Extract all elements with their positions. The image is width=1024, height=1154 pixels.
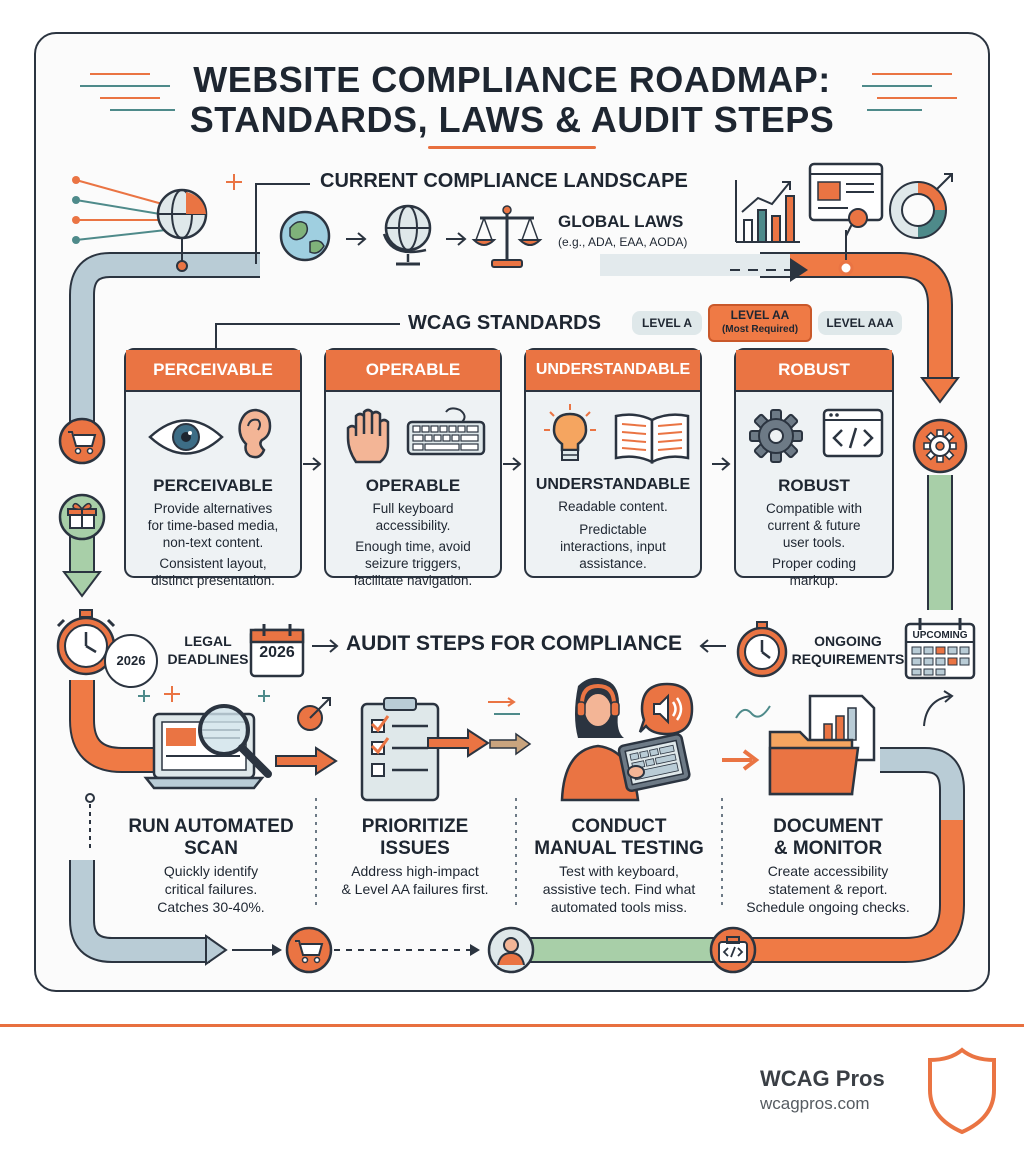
card-title: UNDERSTANDABLE xyxy=(535,476,691,493)
sparkle-icon xyxy=(256,688,272,704)
step-desc-line: statement & report. xyxy=(768,881,888,897)
step-desc-prioritize xyxy=(318,862,512,898)
card-header: OPERABLE xyxy=(326,350,500,392)
card-description xyxy=(526,494,700,572)
principle-card-understandable xyxy=(524,348,702,578)
legal-deadlines-line: LEGAL xyxy=(184,633,232,649)
card-header: UNDERSTANDABLE xyxy=(526,350,700,392)
card-line: distinct presentation. xyxy=(151,573,275,588)
card-line: Readable content. xyxy=(558,499,668,514)
card-line: current & future xyxy=(767,518,861,533)
card-line: seizure triggers, xyxy=(364,556,462,571)
curve-arrow-icon xyxy=(920,690,970,730)
user-avatar-icon xyxy=(486,925,536,975)
card-line: Proper coding xyxy=(771,556,857,571)
keyboard-icon xyxy=(406,408,486,458)
shopping-cart-icon xyxy=(57,416,107,466)
step-desc-line: & Level AA failures first. xyxy=(341,881,489,897)
step-desc-line: Create accessibility xyxy=(767,863,889,879)
calendar-year: 2026 xyxy=(259,644,295,661)
card-line: interactions, input xyxy=(560,539,666,554)
card-title: OPERABLE xyxy=(365,476,461,495)
browser-badge-icon xyxy=(808,160,888,240)
wcag-heading: WCAG STANDARDS xyxy=(408,312,601,334)
card-title: ROBUST xyxy=(778,476,850,495)
principle-card-operable xyxy=(324,348,502,588)
scales-of-justice-icon xyxy=(472,202,542,272)
open-book-icon xyxy=(612,410,692,466)
step-title-prioritize xyxy=(318,816,512,860)
ongoing-requirements-label xyxy=(790,632,906,668)
year-badge: 2026 xyxy=(104,634,158,688)
step-desc-line: Quickly identify xyxy=(163,863,259,879)
network-globe-icon xyxy=(66,160,206,260)
gear-icon xyxy=(748,408,804,464)
earth-globe-icon xyxy=(280,208,330,268)
title-underline xyxy=(428,146,596,149)
card-description xyxy=(126,496,300,589)
arrow-right-icon xyxy=(276,746,340,776)
step-title-automated-scan xyxy=(108,816,314,860)
motion-lines-icon xyxy=(488,696,528,726)
step-desc-document-monitor xyxy=(726,862,930,916)
card-line: Consistent layout, xyxy=(159,556,267,571)
card-line: Enough time, avoid xyxy=(355,539,471,554)
code-window-icon xyxy=(822,408,886,460)
global-laws-examples: (e.g., ADA, EAA, AODA) xyxy=(558,235,688,249)
card-line: facilitate navigation. xyxy=(353,573,473,588)
title-streaks-right xyxy=(862,66,972,126)
sparkle-icon xyxy=(136,688,152,704)
step-desc-line: automated tools miss. xyxy=(550,899,688,915)
step-title-manual-testing xyxy=(518,816,720,860)
target-arrow-icon xyxy=(294,694,334,734)
folder-report-icon xyxy=(766,690,886,800)
lightbulb-icon xyxy=(540,402,600,466)
step-desc-line: Schedule ongoing checks. xyxy=(746,899,910,915)
level-aa-label: LEVEL AA xyxy=(730,308,790,322)
brand-name: WCAG Pros xyxy=(760,1066,885,1091)
arrow-left-icon xyxy=(696,639,726,653)
card-description xyxy=(736,496,892,589)
ongoing-line: ONGOING xyxy=(814,633,882,649)
step-desc-automated-scan xyxy=(108,862,314,916)
ear-icon xyxy=(234,406,274,462)
arrow-right-icon xyxy=(712,457,732,471)
card-line: Compatible with xyxy=(765,501,863,516)
step-desc-line: Catches 30-40%. xyxy=(157,899,265,915)
step-title-document-monitor xyxy=(726,816,930,860)
eye-icon xyxy=(146,412,226,462)
step-title-line: CONDUCT xyxy=(571,816,667,837)
level-aa-pill xyxy=(708,304,812,342)
card-line: Predictable xyxy=(579,522,647,537)
ongoing-line: REQUIREMENTS xyxy=(791,651,905,667)
footer-divider xyxy=(0,1024,1024,1027)
route-pin-icon xyxy=(836,230,856,280)
stand-globe-icon xyxy=(378,200,438,270)
code-briefcase-icon xyxy=(708,925,758,975)
step-title-line: PRIORITIZE xyxy=(361,816,469,837)
arrow-right-icon xyxy=(303,457,323,471)
card-title: PERCEIVABLE xyxy=(153,476,273,495)
shield-logo-icon xyxy=(924,1046,1000,1136)
card-description xyxy=(326,496,500,589)
card-header: PERCEIVABLE xyxy=(126,350,300,392)
page-subtitle: STANDARDS, LAWS & AUDIT STEPS xyxy=(189,99,835,140)
hand-icon xyxy=(344,406,394,466)
laptop-magnifier-icon xyxy=(146,694,286,804)
gear-icon xyxy=(912,418,968,474)
card-line: markup. xyxy=(789,573,839,588)
gift-box-icon xyxy=(57,492,107,542)
step-title-line: ISSUES xyxy=(380,838,450,859)
shopping-cart-icon xyxy=(284,925,334,975)
card-line: Provide alternatives xyxy=(153,501,273,516)
arrow-right-icon xyxy=(722,748,766,772)
step-divider xyxy=(720,798,724,908)
landscape-heading: CURRENT COMPLIANCE LANDSCAPE xyxy=(320,170,688,192)
growth-chart-icon xyxy=(732,176,802,246)
step-desc-line: Address high-impact xyxy=(351,863,479,879)
title-streaks-left xyxy=(80,66,230,126)
step-desc-manual-testing xyxy=(518,862,720,916)
step-title-line: & MONITOR xyxy=(773,838,883,859)
step-desc-line: critical failures. xyxy=(164,881,258,897)
card-line: user tools. xyxy=(782,535,846,550)
step-title-line: DOCUMENT xyxy=(773,816,883,837)
arrow-right-icon xyxy=(490,732,534,756)
level-aaa-pill: LEVEL AAA xyxy=(818,311,902,335)
calendar-label: UPCOMING xyxy=(912,630,968,641)
upcoming-calendar-icon xyxy=(904,616,978,682)
brand-url: wcagpros.com xyxy=(760,1094,870,1113)
legal-deadlines-label xyxy=(166,632,250,668)
arrow-right-icon xyxy=(446,232,470,246)
sparkle-icon xyxy=(162,684,182,704)
principle-card-robust xyxy=(734,348,894,588)
level-a-pill: LEVEL A xyxy=(632,311,702,335)
arrow-right-icon xyxy=(346,232,370,246)
step-title-line: SCAN xyxy=(184,838,238,859)
principle-card-perceivable xyxy=(124,348,302,588)
speaker-icon xyxy=(640,682,694,736)
arrow-right-icon xyxy=(503,457,523,471)
page-title: WEBSITE COMPLIANCE ROADMAP: xyxy=(193,59,831,100)
global-laws-label: GLOBAL LAWS xyxy=(558,212,684,231)
audit-heading: AUDIT STEPS FOR COMPLIANCE xyxy=(346,632,683,655)
level-aa-note: (Most Required) xyxy=(721,324,799,335)
step-desc-line: Test with keyboard, xyxy=(559,863,679,879)
card-header: ROBUST xyxy=(736,350,892,392)
card-line: assistance. xyxy=(579,556,647,571)
card-line: for time-based media, xyxy=(147,518,279,533)
card-line: Full keyboard xyxy=(372,501,454,516)
sparkle-icon xyxy=(224,172,244,192)
donut-chart-icon xyxy=(882,170,962,250)
legal-deadlines-line: DEADLINES xyxy=(167,651,249,667)
arrow-right-icon xyxy=(428,728,492,758)
squiggle-icon xyxy=(734,700,774,724)
dotted-line-icon xyxy=(80,792,100,852)
step-title-line: RUN AUTOMATED xyxy=(128,816,294,837)
step-title-line: MANUAL TESTING xyxy=(534,838,704,859)
arrow-right-icon xyxy=(312,639,342,653)
card-line: non-text content. xyxy=(162,535,264,550)
card-line: accessibility. xyxy=(375,518,451,533)
timer-icon xyxy=(734,622,790,678)
step-desc-line: assistive tech. Find what xyxy=(542,881,696,897)
